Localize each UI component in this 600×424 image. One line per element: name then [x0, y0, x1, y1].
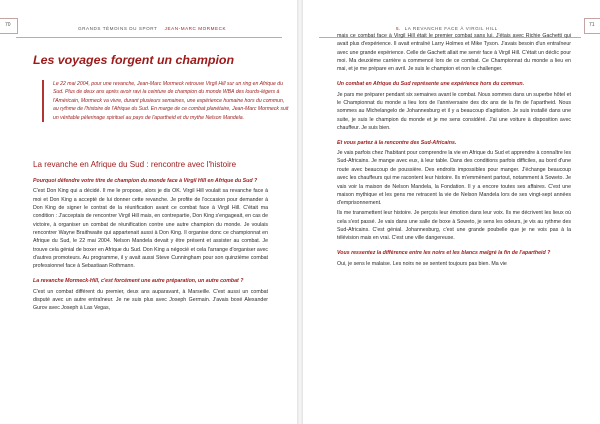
left-page — [0, 0, 297, 424]
interview-answer: Je vais parfois chez l'habitant pour comprendre la vie en Afrique du Sud et apprendre à connaître les Sud-Africains. Je mange avec eux, à leur table. Dans des conditions parfois difficiles, au bord d'une route avec beaucoup de poussière. Des endroits impossibles pour manger. J'échange beaucoup avec les chauffeurs qui me racontent leur histoire. Ils m'emmènent partout, notamment à Soweto. Je vais voir la maison de Nelson Mandela, la Fondation. Il y a encore toutes ses affaires. C'est une maison mythique et les gens me retracent la vie de Nelson Mandela lors de ses vingt-sept années d'emprisonnement. — [337, 150, 571, 207]
left-text-column — [33, 177, 268, 313]
lead-text: Le 22 mai 2004, pour une revanche, Jean-Marc Mormeck retrouve Virgil Hill sur un ring en Afrique du Sud. Plus de deux ans après avoir ravi la ceinture de champion du monde WBA des lourds-légers à l'Américain, Mormeck va vivre, durant plusieurs semaines, une expérience humaine hors du commun, au rythme de l'histoire de l'Afrique du Sud. En marge de ce combat planétaire, Jean-Marc Mormeck suit un véritable pèlerinage spirituel au pays de l'apartheid et du mythe Nelson Mandela. — [53, 81, 289, 121]
section-heading: La revanche en Afrique du Sud : rencontre avec l'histoire — [33, 160, 237, 169]
running-head-title: LA REVANCHE FACE À VIRGIL HILL — [404, 26, 498, 31]
page-number: 71 — [589, 22, 595, 28]
interview-question: Vous ressentez la différence entre les noirs et les blancs malgré la fin de l'apartheid ? — [337, 250, 551, 257]
right-text-column — [337, 32, 571, 268]
running-head-author: JEAN-MARC MORMECK — [164, 26, 227, 31]
interview-answer: Oui, je sens le malaise. Les noirs ne se sentent toujours pas bien. Ma vie — [337, 260, 507, 267]
interview-question: Un combat en Afrique du Sud représente une expérience hors du commun. — [337, 81, 525, 88]
running-head-chapter: 5. — [396, 26, 401, 31]
running-head — [396, 26, 498, 31]
interview-answer: C'est Don King qui a décidé. Il me le propose, alors je dis OK. Virgil Hill voulait sa revanche face à moi et Don King a accepté de lui donner cette revanche. Je profite de l'occasion pour demander à Don King de signer le contrat de la réunification avant ce combat face à Virgil Hill. C'était ma condition : J'acceptais de rencontrer Virgil Hill mais, en contrepartie, Don King s'engageait, en cas de victoire, à organiser un combat de réunification contre une autre champion du monde. Je voulais rencontrer Wayne Braithwaite qui appartenait aussi à Don King. Il organise donc ce championnat en Afrique du Sud, le 22 mai 2004. Nelson Mandela devait y être présent et assister au combat. Je trouve cela génial de boxer en Afrique du Sud. Don King a négocié et cela l'arrange d'organiser avec d'autres promoteurs. Au programme, il y avait aussi Steve Cunningham pour son quinzième combat professionnel face à Sebastiaan Rothmann. — [33, 188, 268, 270]
interview-question: Et vous partez à la rencontre des Sud-Africains. — [337, 139, 457, 146]
interview-answer: Ils me transmettent leur histoire. Je perçois leur émotion dans leur voix. Ils me décrivent les lieux où cela s'est passé. Je vais dans une salle de boxe à Soweto, je sens les odeurs, je vis au rythme des Sud-Africains. C'est génial. Johannesburg, c'est une grande poubelle que je ne vois pas à la télévision mais en vrai. C'est une ville dangereuse. — [337, 210, 571, 242]
interview-question: Pourquoi défendre votre titre de champion du monde face à Virgil Hill en Afrique du Sud ? — [33, 178, 258, 184]
running-head — [78, 26, 226, 31]
interview-answer: C'est un combat différent du premier, deux ans auparavant, à Marseille. C'est aussi un combat disputé avec un autre entraîneur. Je ne suis plus avec Joseph Germain. J'avais boxé Alexander Gurov avec Joseph à Las Vegas, — [33, 288, 268, 312]
running-head-series: GRANDS TÉMOINS DU SPORT — [78, 26, 158, 31]
interview-answer: mais ce combat face à Virgil Hill était le premier combat sans lui. J'étais avec Richie Gachetti qui avait plus d'expérience. Il avait entraîné Larry Holmes et Mike Tyson. J'avais besoin d'un entraîneur avec une grande expérience. Celle de Gachett allait me servir face à Virgil Hill. C'était un déclic pour moi. Ma deuxième carrière a commencé lors de ce combat. Ce Championnat du monde a lieu en mai, et je me prépare en avril. Je suis le champion et non le challenger. — [337, 33, 571, 73]
interview-answer: Je pars me préparer pendant six semaines avant le combat. Nous sommes dans un superbe hôtel et le Championnat du monde a lieu lors de l'anniversaire des dix ans de la fin de l'apartheid. Nous sommes au Michelangelo de Johannesburg et il y a beaucoup d'agitation. Je suis installé dans une suite, je suis le champion du monde et je me sens considéré. J'ai une voiture à disposition avec chauffeur. Je suis bien. — [337, 91, 571, 131]
interview-question: La revanche Mormeck-Hill, c'est forcément une autre préparation, un autre combat ? — [33, 278, 244, 285]
chapter-lead — [42, 80, 291, 122]
page-number: 70 — [5, 22, 11, 28]
header-rule — [16, 37, 282, 38]
chapter-title: Les voyages forgent un champion — [33, 53, 235, 67]
